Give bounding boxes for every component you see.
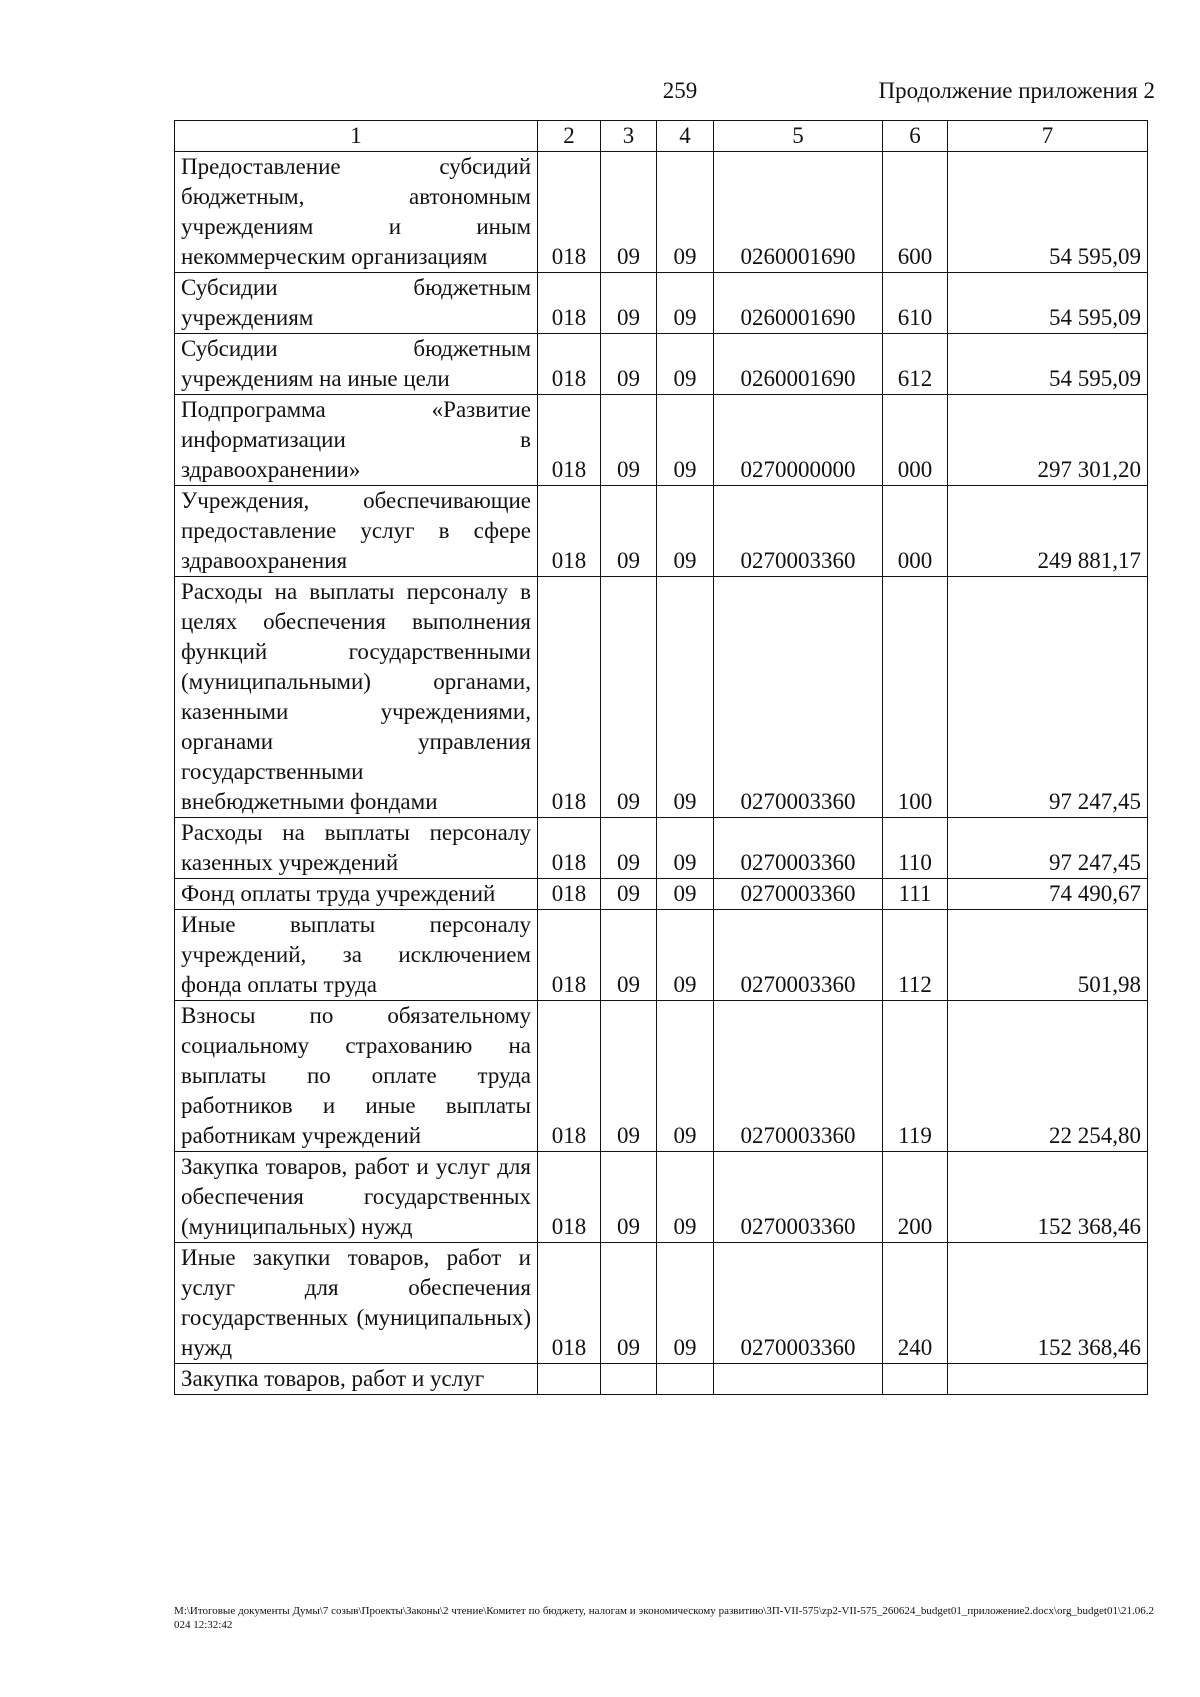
cell-ministry: 018 (538, 273, 601, 334)
column-header: 3 (601, 121, 657, 152)
cell-amount: 152 368,46 (948, 1152, 1148, 1243)
budget-table (174, 120, 1148, 1395)
cell-subsection: 09 (657, 818, 714, 879)
cell-section: 09 (601, 1152, 657, 1243)
table-row (175, 879, 1148, 910)
table-row (175, 1152, 1148, 1243)
cell-ministry: 018 (538, 486, 601, 577)
row-name: Расходы на выплаты персоналу в целях обеспечения выполнения функций государственными (муниципальными) органами, казенными учреждениями, органами управления государственными внебюджетными фондами (175, 577, 538, 818)
column-header: 5 (714, 121, 883, 152)
cell-expense-type: 000 (883, 395, 948, 486)
cell-target-article: 0270003360 (714, 818, 883, 879)
column-header: 6 (883, 121, 948, 152)
cell-section: 09 (601, 1001, 657, 1152)
cell-subsection: 09 (657, 1152, 714, 1243)
document-path-footer: M:\Итоговые документы Думы\7 созыв\Проекты\Законы\2 чтение\Комитет по бюджету, налогам и экономическому развитию\3П-VII-575\zp2-VII-575_260624_budget01_приложение2.docx\org_budget01\21.06.2024 12:32:42 (174, 1605, 1154, 1631)
table-row (175, 273, 1148, 334)
cell-subsection: 09 (657, 334, 714, 395)
table-row (175, 152, 1148, 273)
cell-expense-type: 110 (883, 818, 948, 879)
cell-section: 09 (601, 273, 657, 334)
cell-target-article: 0270003360 (714, 486, 883, 577)
row-name: Расходы на выплаты персоналу казенных учреждений (175, 818, 538, 879)
row-name: Взносы по обязательному социальному страхованию на выплаты по оплате труда работников и иные выплаты работникам учреждений (175, 1001, 538, 1152)
table-row (175, 577, 1148, 818)
column-header: 4 (657, 121, 714, 152)
cell-subsection: 09 (657, 273, 714, 334)
table-row (175, 395, 1148, 486)
cell-target-article: 0270003360 (714, 879, 883, 910)
cell-subsection: 09 (657, 152, 714, 273)
row-name: Фонд оплаты труда учреждений (175, 879, 538, 910)
cell-section: 09 (601, 486, 657, 577)
cell-subsection (657, 1364, 714, 1395)
row-name: Закупка товаров, работ и услуг для обеспечения государственных (муниципальных) нужд (175, 1152, 538, 1243)
cell-ministry (538, 1364, 601, 1395)
cell-expense-type: 240 (883, 1243, 948, 1364)
cell-target-article: 0270003360 (714, 1152, 883, 1243)
cell-expense-type: 111 (883, 879, 948, 910)
cell-ministry: 018 (538, 910, 601, 1001)
cell-subsection: 09 (657, 395, 714, 486)
cell-subsection: 09 (657, 879, 714, 910)
table-row (175, 818, 1148, 879)
cell-amount: 152 368,46 (948, 1243, 1148, 1364)
cell-ministry: 018 (538, 818, 601, 879)
cell-section: 09 (601, 395, 657, 486)
cell-ministry: 018 (538, 1243, 601, 1364)
cell-target-article: 0270003360 (714, 1243, 883, 1364)
cell-expense-type: 112 (883, 910, 948, 1001)
cell-amount: 54 595,09 (948, 334, 1148, 395)
cell-subsection: 09 (657, 1243, 714, 1364)
cell-subsection: 09 (657, 1001, 714, 1152)
cell-ministry: 018 (538, 152, 601, 273)
cell-target-article: 0260001690 (714, 334, 883, 395)
table-header-row (175, 121, 1148, 152)
cell-amount: 249 881,17 (948, 486, 1148, 577)
cell-expense-type: 200 (883, 1152, 948, 1243)
cell-target-article: 0270003360 (714, 577, 883, 818)
row-name: Субсидии бюджетным учреждениям на иные цели (175, 334, 538, 395)
cell-subsection: 09 (657, 577, 714, 818)
cell-expense-type: 119 (883, 1001, 948, 1152)
cell-ministry: 018 (538, 395, 601, 486)
cell-ministry: 018 (538, 1001, 601, 1152)
cell-section: 09 (601, 818, 657, 879)
cell-amount: 501,98 (948, 910, 1148, 1001)
table-row (175, 1001, 1148, 1152)
column-header: 2 (538, 121, 601, 152)
row-name: Иные закупки товаров, работ и услуг для обеспечения государственных (муниципальных) нужд (175, 1243, 538, 1364)
cell-ministry: 018 (538, 577, 601, 818)
cell-amount: 74 490,67 (948, 879, 1148, 910)
cell-expense-type: 612 (883, 334, 948, 395)
cell-ministry: 018 (538, 334, 601, 395)
cell-section (601, 1364, 657, 1395)
cell-expense-type: 100 (883, 577, 948, 818)
cell-ministry: 018 (538, 879, 601, 910)
cell-amount: 54 595,09 (948, 152, 1148, 273)
table-row (175, 334, 1148, 395)
cell-amount: 22 254,80 (948, 1001, 1148, 1152)
cell-section: 09 (601, 879, 657, 910)
row-name: Учреждения, обеспечивающие предоставление услуг в сфере здравоохранения (175, 486, 538, 577)
cell-target-article (714, 1364, 883, 1395)
cell-amount: 54 595,09 (948, 273, 1148, 334)
row-name: Предоставление субсидий бюджетным, автономным учреждениям и иным некоммерческим организациям (175, 152, 538, 273)
cell-section: 09 (601, 1243, 657, 1364)
cell-target-article: 0270000000 (714, 395, 883, 486)
cell-subsection: 09 (657, 910, 714, 1001)
cell-target-article: 0270003360 (714, 910, 883, 1001)
cell-section: 09 (601, 910, 657, 1001)
row-name: Закупка товаров, работ и услуг (175, 1364, 538, 1395)
cell-amount: 97 247,45 (948, 818, 1148, 879)
cell-amount: 97 247,45 (948, 577, 1148, 818)
column-header: 7 (948, 121, 1148, 152)
table-row (175, 486, 1148, 577)
table-row (175, 1364, 1148, 1395)
cell-subsection: 09 (657, 486, 714, 577)
cell-target-article: 0260001690 (714, 273, 883, 334)
table-row (175, 1243, 1148, 1364)
cell-expense-type: 600 (883, 152, 948, 273)
cell-target-article: 0260001690 (714, 152, 883, 273)
cell-section: 09 (601, 577, 657, 818)
row-name: Иные выплаты персоналу учреждений, за исключением фонда оплаты труда (175, 910, 538, 1001)
cell-amount: 297 301,20 (948, 395, 1148, 486)
cell-section: 09 (601, 152, 657, 273)
cell-amount (948, 1364, 1148, 1395)
row-name: Подпрограмма «Развитие информатизации в здравоохранении» (175, 395, 538, 486)
cell-ministry: 018 (538, 1152, 601, 1243)
cell-section: 09 (601, 334, 657, 395)
column-header: 1 (175, 121, 538, 152)
cell-expense-type: 610 (883, 273, 948, 334)
cell-target-article: 0270003360 (714, 1001, 883, 1152)
row-name: Субсидии бюджетным учреждениям (175, 273, 538, 334)
table-row (175, 910, 1148, 1001)
page-number: 259 (662, 78, 698, 103)
cell-expense-type (883, 1364, 948, 1395)
cell-expense-type: 000 (883, 486, 948, 577)
continuation-caption: Продолжение приложения 2 (878, 78, 1155, 103)
